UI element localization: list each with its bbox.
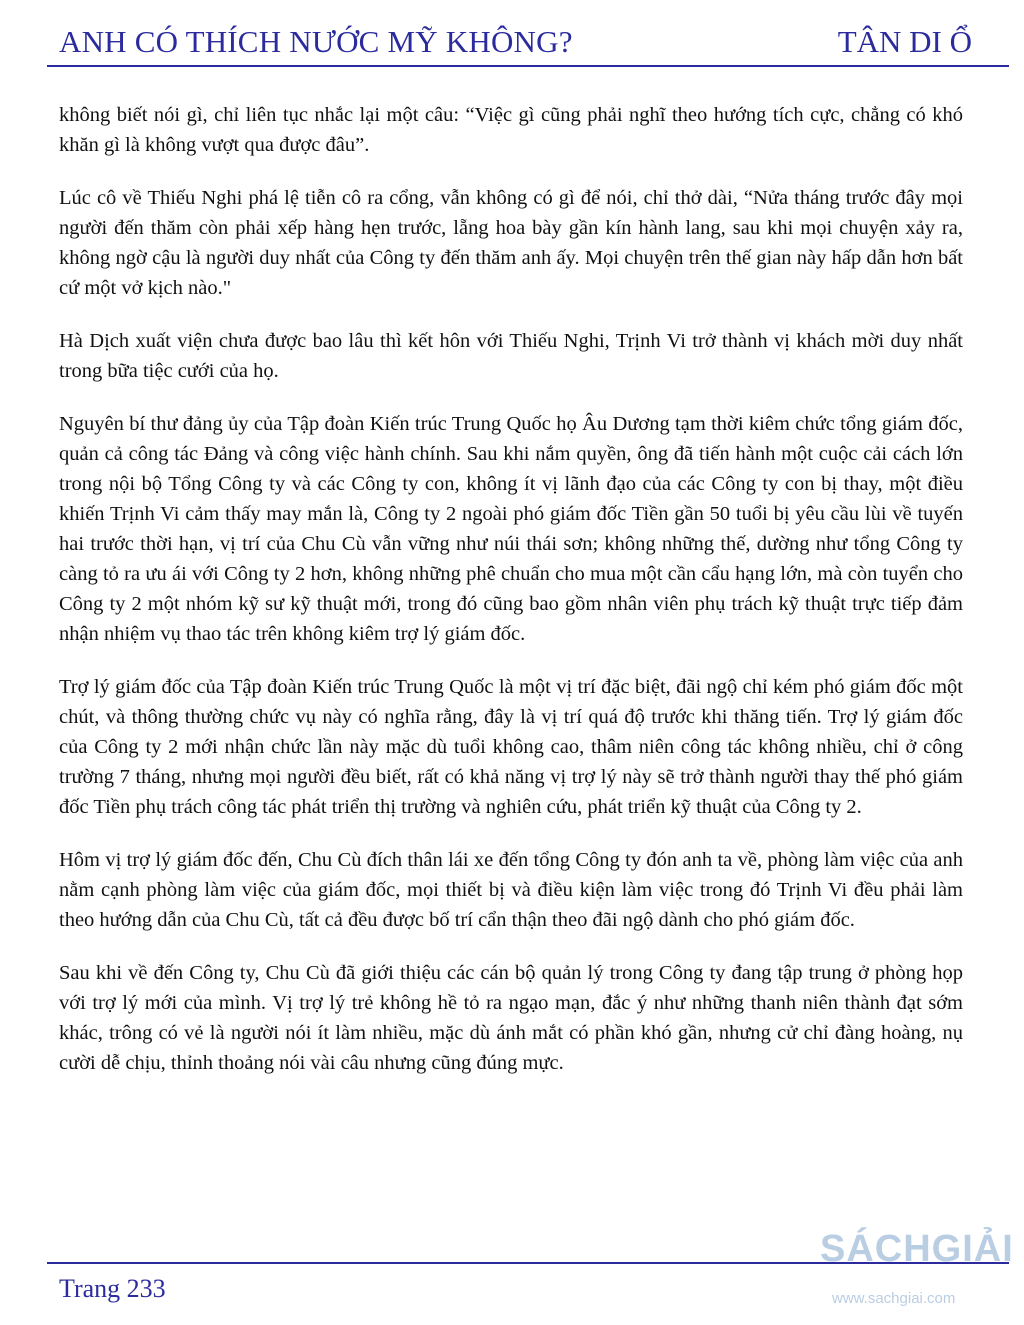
paragraph: Nguyên bí thư đảng ủy của Tập đoàn Kiến trúc Trung Quốc họ Âu Dương tạm thời kiêm chức tổng giám đốc, quản cả công tác Đảng và công việc hành chính. Sau khi nắm quyền, ông đã tiến hành một cuộc cải cách lớn trong nội bộ Tổng Công ty và các Công ty con, không ít vị lãnh đạo của các Công ty con bị thay, một điều khiến Trịnh Vi cảm thấy may mắn là, Công ty 2 ngoài phó giám đốc Tiền gần 50 tuổi bị yêu cầu lùi về tuyến hai trước thời hạn, vị trí của Chu Cù vẫn vững như núi thái sơn; không những thế, dường như tổng Công ty càng tỏ ra ưu ái với Công ty 2 hơn, không những phê chuẩn cho mua một cần cẩu hạng lớn, mà còn tuyển cho Công ty 2 một nhóm kỹ sư kỹ thuật mới, trong đó cũng bao gồm nhân viên phụ trách kỹ thuật trực tiếp đảm nhận nhiệm vụ thao tác trên không kiêm trợ lý giám đốc. [59,413,963,645]
page-body [59,100,963,1101]
watermark-url: www.sachgiai.com [832,1290,956,1307]
paragraph: không biết nói gì, chỉ liên tục nhắc lại một câu: “Việc gì cũng phải nghĩ theo hướng tích cực, chẳng có khó khăn gì là không vượt qua được đâu”. [59,104,963,156]
paragraph: Sau khi về đến Công ty, Chu Cù đã giới thiệu các cán bộ quản lý trong Công ty đang tập trung ở phòng họp với trợ lý mới của mình. Vị trợ lý trẻ không hề tỏ ra ngạo mạn, đắc ý như những thanh niên thành đạt sớm khác, trông có vẻ là người nói ít làm nhiều, mặc dù ánh mắt có phần khó gần, nhưng cử chỉ đàng hoàng, nụ cười dễ chịu, thỉnh thoảng nói vài câu nhưng cũng đúng mực. [59,962,963,1074]
book-title: ANH CÓ THÍCH NƯỚC MỸ KHÔNG? [59,24,573,59]
watermark-logo: SÁCHGIẢI [820,1228,1014,1270]
book-author: TÂN DI Ổ [837,24,972,59]
header-divider [47,65,1009,67]
paragraph: Hôm vị trợ lý giám đốc đến, Chu Cù đích thân lái xe đến tổng Công ty đón anh ta về, phòng làm việc của anh nằm cạnh phòng làm việc của giám đốc, mọi thiết bị và điều kiện làm việc trong đó Trịnh Vi đều phải làm theo hướng dẫn của Chu Cù, tất cả đều được bố trí cẩn thận theo đãi ngộ dành cho phó giám đốc. [59,849,963,931]
paragraph: Trợ lý giám đốc của Tập đoàn Kiến trúc Trung Quốc là một vị trí đặc biệt, đãi ngộ chỉ kém phó giám đốc một chút, và thông thường chức vụ này có nghĩa rằng, đây là vị trí quá độ trước khi thăng tiến. Trợ lý giám đốc của Công ty 2 mới nhận chức lần này mặc dù tuổi không cao, thâm niên công tác không nhiều, chỉ ở công trường 7 tháng, nhưng mọi người đều biết, rất có khả năng vị trợ lý này sẽ trở thành người thay thế phó giám đốc Tiền phụ trách công tác phát triển thị trường và nghiên cứu, phát triển kỹ thuật của Công ty 2. [59,676,963,818]
page-header [59,22,972,66]
watermark [820,1228,1020,1320]
page-number: Trang 233 [59,1274,166,1303]
paragraph: Hà Dịch xuất viện chưa được bao lâu thì kết hôn với Thiếu Nghi, Trịnh Vi trở thành vị khách mời duy nhất trong bữa tiệc cưới của họ. [59,330,963,382]
paragraph: Lúc cô về Thiếu Nghi phá lệ tiễn cô ra cổng, vẫn không có gì để nói, chỉ thở dài, “Nửa tháng trước đây mọi người đến thăm còn phải xếp hàng hẹn trước, lẵng hoa bày gần kín hành lang, sau khi mọi chuyện xảy ra, không ngờ cậu là người duy nhất của Công ty đến thăm anh ấy. Mọi chuyện trên thế gian này hấp dẫn hơn bất cứ một vở kịch nào." [59,187,963,299]
